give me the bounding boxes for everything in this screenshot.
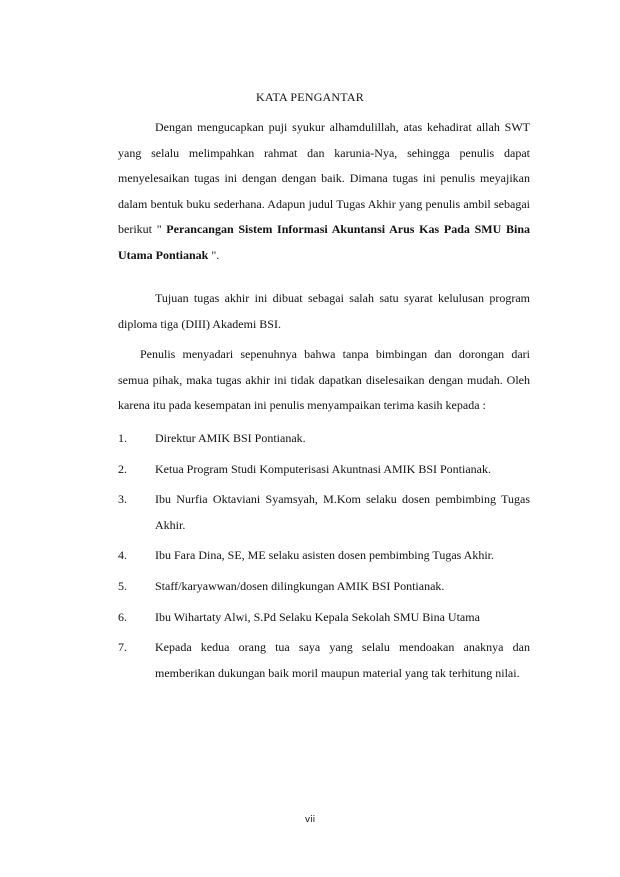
list-number: 4.: [118, 548, 127, 563]
list-item: [118, 635, 530, 686]
list-item: [118, 487, 530, 538]
list-item: [118, 426, 530, 452]
thesis-title: Perancangan Sistem Informasi Akuntansi Arus Kas Pada SMU Bina Utama Pontianak: [118, 222, 530, 262]
list-number: 3.: [118, 492, 127, 507]
list-item: [118, 457, 530, 483]
intro-closing: ".: [211, 247, 220, 262]
page-number: vii: [304, 815, 316, 825]
list-number: 1.: [118, 431, 127, 445]
list-text: Ketua Program Studi Komputerisasi Akuntnasi AMIK BSI Pontianak.: [155, 461, 491, 476]
list-item: [118, 605, 530, 631]
list-item: [118, 543, 530, 569]
list-text: Ibu Wihartaty Alwi, S.Pd Selaku Kepala Sekolah SMU Bina Utama: [155, 609, 480, 624]
intro-text: Dengan mengucapkan puji syukur alhamdulillah, atas kehadirat allah SWT yang selalu melimpahkan rahmat dan karunia-Nya, sehingga penulis dapat menyelesaikan tugas ini dengan dengan baik. Dimana tugas ini penulis meyajikan dalam bentuk buku sederhana. Adapun judul Tugas Akhir yang penulis ambil sebagai berikut ": [118, 120, 530, 237]
list-text: Ibu Fara Dina, SE, ME selaku asisten dosen pembimbing Tugas Akhir.: [155, 548, 494, 563]
page-title: KATA PENGANTAR: [256, 90, 364, 104]
list-number: 7.: [118, 640, 127, 655]
thanks-list: [118, 426, 530, 686]
purpose-paragraph: Tujuan tugas akhir ini dibuat sebagai salah satu syarat kelulusan program diploma tiga (DIII) Akademi BSI.: [118, 291, 530, 331]
list-item: [118, 574, 530, 600]
list-text: Direktur AMIK BSI Pontianak.: [155, 431, 306, 445]
acknowledgement-paragraph: Penulis menyadari sepenuhnya bahwa tanpa bimbingan dan dorongan dari semua pihak, maka tugas akhir ini tidak dapatkan diselesaikan dengan mudah. Oleh karena itu pada kesempatan ini penulis menyampaikan terima kasih kepada :: [118, 347, 530, 413]
list-text: Kepada kedua orang tua saya yang selalu mendoakan anaknya dan memberikan dukungan baik moril maupun material yang tak terhitung nilai.: [155, 640, 530, 680]
list-number: 6.: [118, 609, 127, 624]
intro-paragraph: [118, 115, 530, 269]
list-number: 2.: [118, 461, 127, 476]
list-text: Staff/karyawwan/dosen dilingkungan AMIK BSI Pontianak.: [155, 578, 445, 593]
list-text: Ibu Nurfia Oktaviani Syamsyah, M.Kom selaku dosen pembimbing Tugas Akhir.: [155, 492, 530, 532]
list-number: 5.: [118, 578, 127, 593]
